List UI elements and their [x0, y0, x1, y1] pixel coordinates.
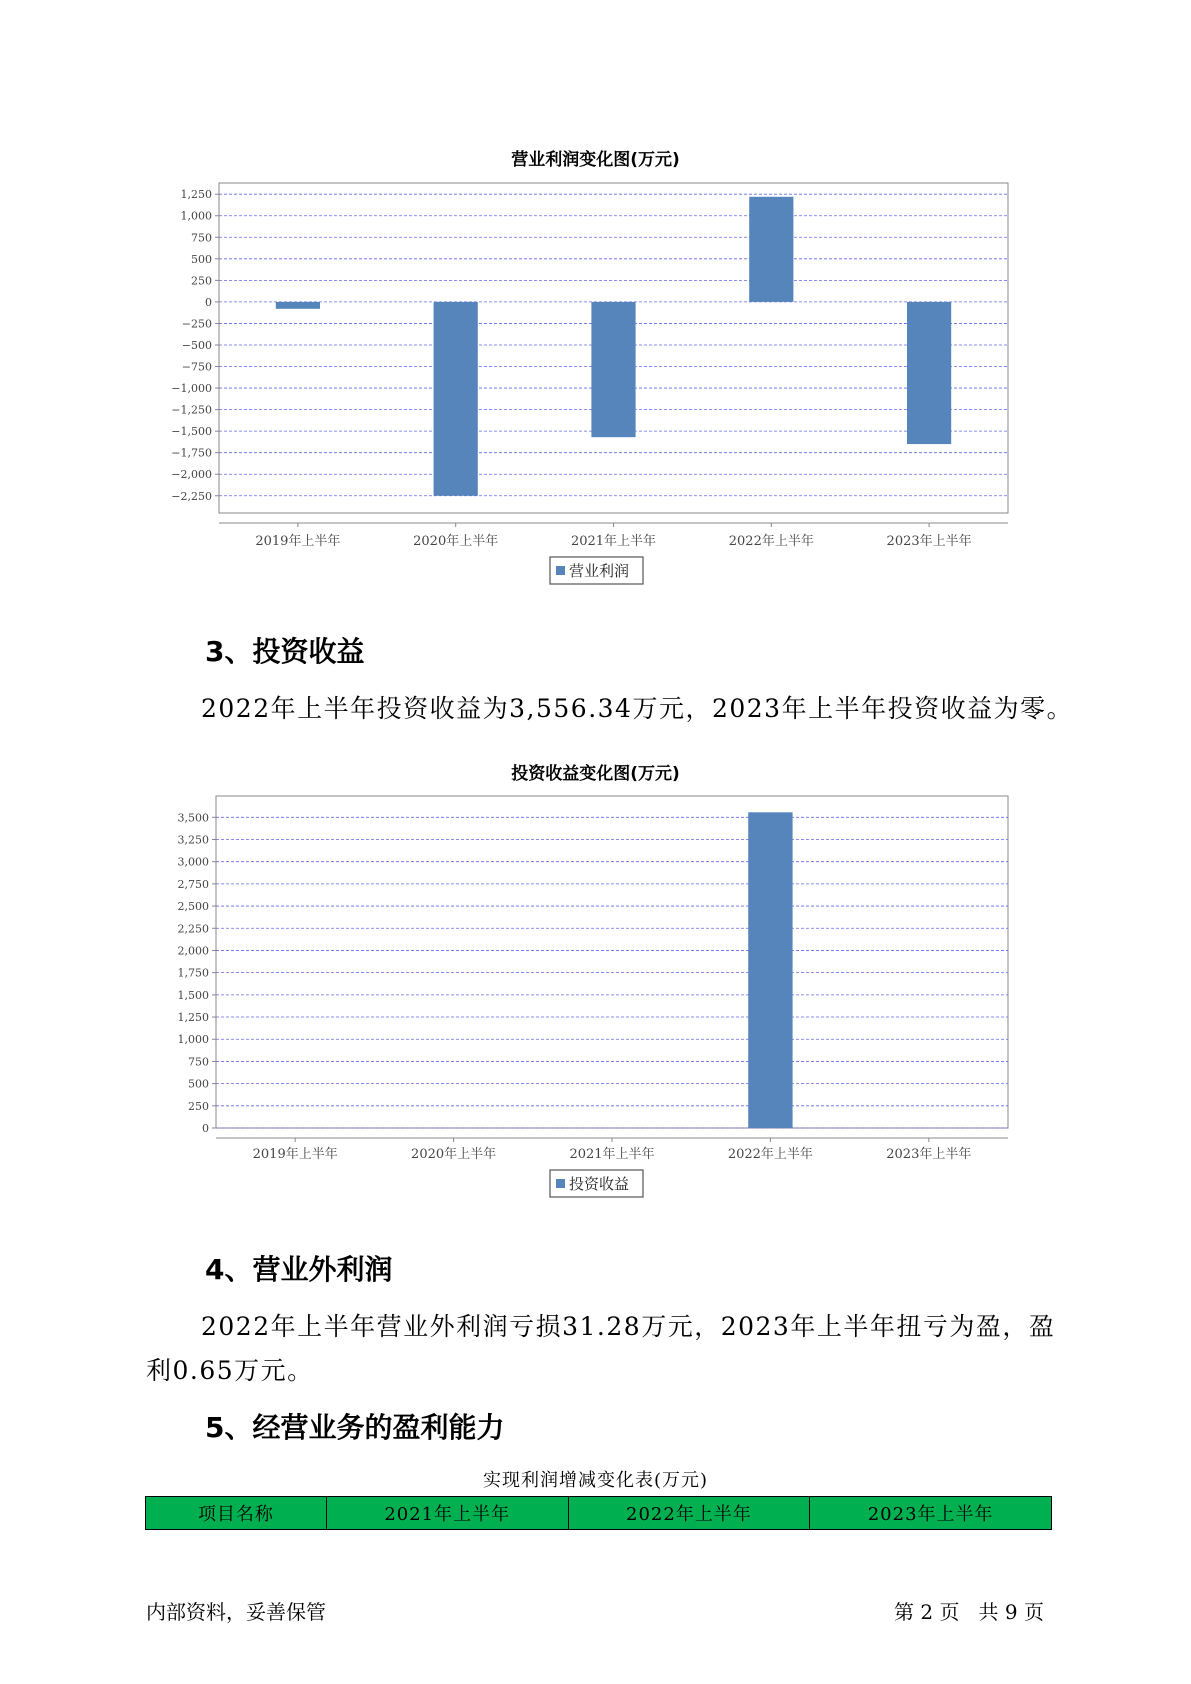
y-tick-label: 3,250 — [177, 833, 209, 847]
table-header-2022: 2022年上半年 — [568, 1497, 810, 1530]
table-header-item-name: 项目名称 — [146, 1497, 327, 1530]
plot-area — [216, 796, 1008, 1128]
y-tick-label: 1,500 — [177, 988, 209, 1002]
y-tick-label: 750 — [188, 1055, 209, 1069]
y-tick-label: 3,000 — [177, 855, 209, 869]
y-tick-label: −2,000 — [171, 468, 212, 482]
y-tick-label: 2,500 — [177, 900, 209, 914]
legend-label: 投资收益 — [569, 1175, 630, 1193]
section-4-paragraph-line2: 利0.65万元。 — [146, 1356, 314, 1385]
y-tick-label: 2,000 — [177, 944, 209, 958]
footer-confidential: 内部资料，妥善保管 — [146, 1600, 326, 1624]
profit-change-table — [145, 1496, 1052, 1530]
x-tick-label: 2019年上半年 — [252, 1147, 338, 1162]
x-tick-label: 2019年上半年 — [255, 534, 341, 549]
y-tick-label: 0 — [205, 295, 212, 309]
y-tick-label: 0 — [202, 1122, 209, 1135]
x-tick-label: 2023年上半年 — [886, 1147, 972, 1162]
y-tick-label: 750 — [191, 231, 212, 245]
legend-label: 营业利润 — [569, 562, 630, 580]
y-tick-label: 500 — [188, 1077, 209, 1091]
y-tick-label: −1,750 — [171, 446, 212, 460]
y-tick-label: −250 — [181, 317, 212, 331]
y-tick-label: −2,250 — [171, 489, 212, 503]
operating-profit-chart-title: 营业利润变化图(万元) — [511, 150, 680, 170]
y-tick-label: 2,250 — [177, 922, 209, 936]
y-tick-label: 3,500 — [177, 811, 209, 825]
y-tick-label: 1,750 — [177, 966, 209, 980]
section-3-paragraph: 2022年上半年投资收益为3,556.34万元，2023年上半年投资收益为零。 — [201, 694, 1074, 723]
x-tick-label: 2020年上半年 — [413, 534, 499, 549]
y-tick-label: −1,250 — [171, 403, 212, 417]
table-header-row — [146, 1497, 1052, 1530]
y-tick-label: 1,250 — [177, 1011, 209, 1025]
table-header-2023: 2023年上半年 — [810, 1497, 1052, 1530]
section-4-heading: 4、营业外利润 — [205, 1253, 393, 1286]
x-tick-label: 2022年上半年 — [727, 1147, 813, 1162]
x-tick-label: 2020年上半年 — [411, 1147, 497, 1162]
section-3-heading: 3、投资收益 — [205, 635, 365, 668]
y-tick-label: −1,500 — [171, 425, 212, 439]
table-caption: 实现利润增减变化表(万元) — [482, 1470, 709, 1491]
table-header-2021: 2021年上半年 — [326, 1497, 568, 1530]
investment-income-chart-title: 投资收益变化图(万元) — [511, 764, 680, 784]
legend-swatch — [556, 1179, 565, 1188]
x-tick-label: 2022年上半年 — [728, 534, 814, 549]
bar — [748, 812, 792, 1128]
x-tick-label: 2021年上半年 — [569, 1147, 655, 1162]
x-tick-label: 2023年上半年 — [886, 534, 972, 549]
y-tick-label: −1,000 — [171, 382, 212, 396]
y-tick-label: 1,000 — [177, 1033, 209, 1047]
y-tick-label: 500 — [191, 252, 212, 266]
footer-page-number: 第 2 页 共 9 页 — [894, 1600, 1044, 1624]
section-5-heading: 5、经营业务的盈利能力 — [205, 1411, 505, 1444]
y-tick-label: −750 — [181, 360, 212, 374]
y-tick-label: 250 — [191, 274, 212, 288]
y-tick-label: 1,000 — [180, 209, 212, 223]
y-tick-label: −500 — [181, 338, 212, 352]
y-tick-label: 250 — [188, 1099, 209, 1113]
y-tick-label: 1,250 — [180, 188, 212, 202]
y-tick-label: 2,750 — [177, 877, 209, 891]
section-4-paragraph-line1: 2022年上半年营业外利润亏损31.28万元，2023年上半年扭亏为盈，盈 — [201, 1312, 1056, 1341]
x-tick-label: 2021年上半年 — [570, 534, 657, 549]
